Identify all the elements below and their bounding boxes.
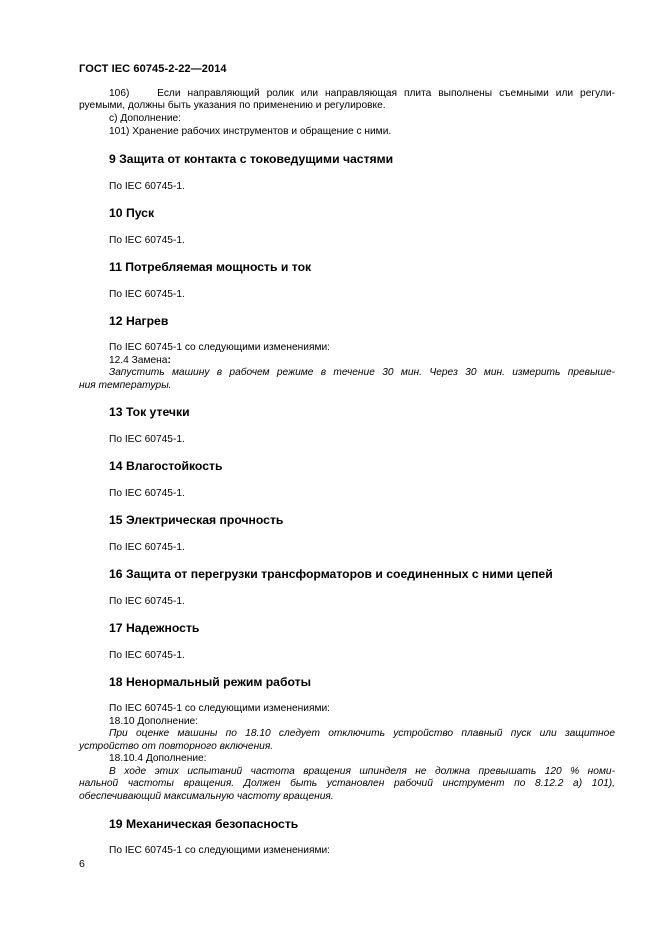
section-18-heading: 18 Ненормальный режим работы xyxy=(109,675,311,689)
section-17-heading: 17 Надежность xyxy=(109,621,200,635)
section-17-text: По IEC 60745-1. xyxy=(109,650,185,661)
section-18-10-4-line1: В ходе этих испытаний частота вращения шпинделя не должна превышать 120 % номи- xyxy=(109,766,615,777)
section-13-heading: 13 Ток утечки xyxy=(109,405,190,419)
section-19-text: По IEC 60745-1 со следующими изменениями: xyxy=(109,845,330,856)
section-18-10-line2: устройство от повторного включения. xyxy=(79,741,274,752)
section-18-10-4-line2: нальной частоты вращения. Должен быть установлен рабочий инструмент по 8.12.2 а) 101), xyxy=(79,778,615,789)
section-14-text: По IEC 60745-1. xyxy=(109,488,185,499)
section-12-4-colon: : xyxy=(167,355,171,366)
item-106-number: 106) xyxy=(109,88,130,99)
section-15-heading: 15 Электрическая прочность xyxy=(109,513,284,527)
section-16-heading: 16 Защита от перегрузки трансформаторов и соединенных с ними цепей xyxy=(109,567,553,581)
section-12-4-line2: ния температуры. xyxy=(79,380,172,391)
section-16-text: По IEC 60745-1. xyxy=(109,596,185,607)
section-12-text: По IEC 60745-1 со следующими изменениями: xyxy=(109,342,330,353)
section-12-4-label xyxy=(109,355,615,367)
section-9-text: По IEC 60745-1. xyxy=(109,181,185,192)
section-10-heading: 10 Пуск xyxy=(109,206,155,220)
section-12-4-label-text: 12.4 Замена xyxy=(109,355,168,366)
section-9-heading: 9 Защита от контакта с токоведущими частями xyxy=(109,152,394,166)
section-15-text: По IEC 60745-1. xyxy=(109,542,185,553)
section-12-4-line1: Запустить машину в рабочем режиме в течение 30 мин. Через 30 мин. измерить превыше- xyxy=(109,367,615,378)
section-18-10-line1: При оценке машины по 18.10 следует отключить устройство плавный пуск или защитное xyxy=(109,728,615,739)
section-10-text: По IEC 60745-1. xyxy=(109,235,185,246)
item-106-line2: руемыми, должны быть указания по применению и регулировке. xyxy=(79,100,386,111)
item-106-line1 xyxy=(109,88,615,100)
item-101: 101) Хранение рабочих инструментов и обращение с ними. xyxy=(109,126,392,137)
section-18-10-4-line3: обеспечивающий максимальную частоту вращения. xyxy=(79,791,334,802)
section-11-text: По IEC 60745-1. xyxy=(109,289,185,300)
page-number: 6 xyxy=(79,858,85,870)
document-header: ГОСТ IEC 60745-2-22—2014 xyxy=(79,63,227,75)
section-13-text: По IEC 60745-1. xyxy=(109,434,185,445)
section-18-10-label: 18.10 Дополнение: xyxy=(109,716,199,727)
section-11-heading: 11 Потребляемая мощность и ток xyxy=(109,260,312,274)
section-19-heading: 19 Механическая безопасность xyxy=(109,817,299,831)
section-18-text: По IEC 60745-1 со следующими изменениями: xyxy=(109,703,330,714)
section-12-heading: 12 Нагрев xyxy=(109,314,169,328)
c-addition: с) Дополнение: xyxy=(109,113,182,124)
section-18-10-4-label: 18.10.4 Дополнение: xyxy=(109,753,207,764)
item-106-text: Если направляющий ролик или направляющая плита выполнены съемными или регули- xyxy=(157,88,615,99)
section-14-heading: 14 Влагостойкость xyxy=(109,459,223,473)
